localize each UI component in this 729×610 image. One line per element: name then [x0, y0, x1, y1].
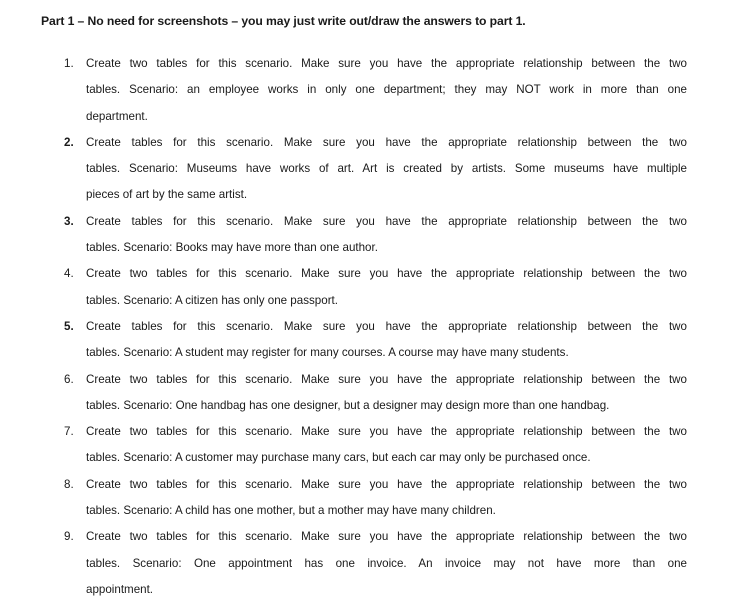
question-line: tables. Scenario: Books may have more than one author. [86, 241, 378, 255]
question-text [86, 472, 687, 525]
question-item [0, 261, 729, 314]
question-line: Create two tables for this scenario. Make sure you have the appropriate relationship between the two [86, 425, 687, 439]
question-line: Create two tables for this scenario. Make sure you have the appropriate relationship between the two [86, 477, 687, 491]
question-line: tables. Scenario: One handbag has one designer, but a designer may design more than one handbag. [86, 398, 610, 412]
question-line: appointment. [86, 582, 154, 596]
question-line: Create two tables for this scenario. Make sure you have the appropriate relationship between the two [86, 372, 687, 386]
question-item [0, 524, 729, 603]
question-text [86, 130, 687, 209]
question-item [0, 419, 729, 472]
question-line: tables. Scenario: Museums have works of art. Art is created by artists. Some museums have multiple [86, 162, 687, 176]
question-line: Create two tables for this scenario. Make sure you have the appropriate relationship between the two [86, 57, 687, 70]
question-line: tables. Scenario: One appointment has one invoice. An invoice may not have more than one [86, 556, 687, 570]
question-line: Create tables for this scenario. Make sure you have the appropriate relationship between the two [86, 135, 687, 149]
question-number: 8. [64, 477, 74, 491]
question-text [86, 209, 687, 262]
question-text [86, 314, 687, 367]
question-line: Create tables for this scenario. Make sure you have the appropriate relationship between the two [86, 214, 687, 228]
question-line: tables. Scenario: A citizen has only one passport. [86, 293, 338, 307]
question-item [0, 367, 729, 420]
question-line: Create two tables for this scenario. Make sure you have the appropriate relationship between the two [86, 530, 687, 544]
question-line: department. [86, 109, 148, 123]
question-line: tables. Scenario: A child has one mother, but a mother may have many children. [86, 504, 496, 518]
question-list [0, 51, 729, 603]
question-line: pieces of art by the same artist. [86, 188, 248, 202]
question-number: 4. [64, 267, 74, 281]
question-number: 6. [64, 372, 74, 386]
question-item [0, 314, 729, 367]
question-text [86, 261, 687, 314]
question-text [86, 524, 687, 603]
question-line: tables. Scenario: A student may register for many courses. A course may have many students. [86, 346, 569, 360]
question-number: 3. [64, 214, 74, 228]
question-item [0, 209, 729, 262]
question-line: Create tables for this scenario. Make sure you have the appropriate relationship between the two [86, 319, 687, 333]
question-number: 7. [64, 425, 74, 439]
question-item [0, 51, 729, 130]
question-line: Create two tables for this scenario. Make sure you have the appropriate relationship between the two [86, 267, 687, 281]
question-number: 2. [64, 135, 74, 149]
question-item [0, 472, 729, 525]
question-text [86, 419, 687, 472]
question-number: 9. [64, 530, 74, 544]
question-text [86, 367, 687, 420]
page-heading: Part 1 – No need for screenshots – you may just write out/draw the answers to part 1. [41, 14, 526, 28]
question-number: 5. [64, 319, 74, 333]
question-line: tables. Scenario: an employee works in only one department; they may NOT work in more than one [86, 83, 687, 97]
question-number: 1. [64, 57, 74, 70]
question-text [86, 51, 687, 130]
question-line: tables. Scenario: A customer may purchase many cars, but each car may only be purchased once. [86, 451, 591, 465]
question-item [0, 130, 729, 209]
